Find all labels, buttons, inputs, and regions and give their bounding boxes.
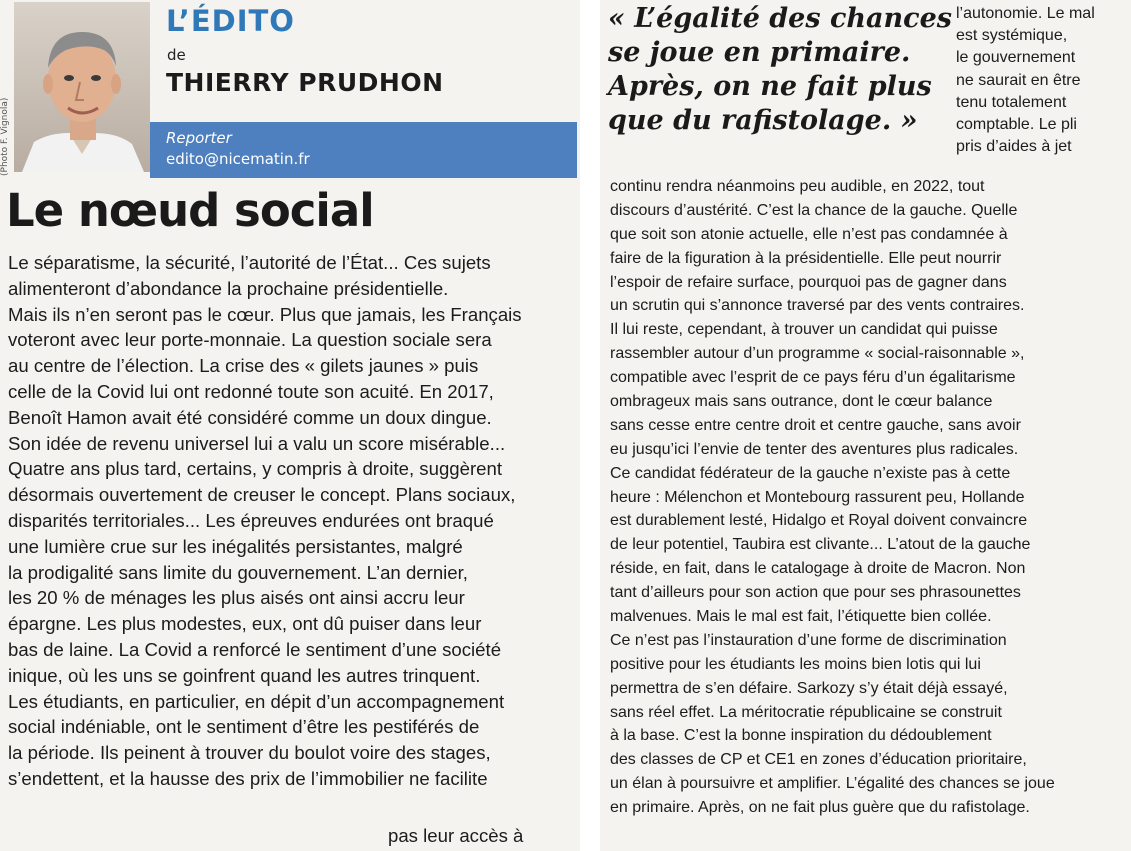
text-line: alimenteront d’abondance la prochaine présidentielle. <box>8 277 449 299</box>
text-line: bas de laine. La Covid a renforcé le sentiment d’une société <box>8 638 502 660</box>
text-line: Quatre ans plus tard, certains, y compris à droite, suggèrent <box>8 458 503 480</box>
author-portrait-image <box>14 2 150 172</box>
text-line: la période. Ils peinent à trouver du boulot voire des stages, <box>8 742 491 764</box>
text-line: disparités territoriales... Les épreuves endurées ont braqué <box>8 509 494 531</box>
left-body-text <box>8 250 578 792</box>
text-line: comptable. Le pli <box>956 115 1077 133</box>
text-line: Après, on ne fait plus <box>608 71 932 102</box>
right-body-text <box>610 175 1130 820</box>
photo-credit: (Photo F. Vignola) <box>0 97 10 176</box>
text-line: de leur potentiel, Taubira est clivante... L’atout de la gauche <box>610 536 1031 554</box>
text-line: en primaire. Après, on ne fait plus guère que du rafistolage. <box>610 799 1030 817</box>
right-column <box>600 0 1131 851</box>
text-line: une lumière crue sur les inégalités persistantes, malgré <box>8 535 463 557</box>
text-line: sans cesse entre centre droit et centre gauche, sans avoir <box>610 416 1021 434</box>
text-line: que du rafistolage. » <box>608 105 918 136</box>
column-gutter <box>580 0 600 851</box>
text-line: eu jusqu’ici l’envie de tenter des aventures plus radicales. <box>610 440 1019 458</box>
text-line: l’espoir de refaire surface, pourquoi pas de gagner dans <box>610 273 1007 291</box>
text-line: Son idée de revenu universel lui a valu un score misérable... <box>8 432 506 454</box>
author-name: THIERRY PRUDHON <box>166 68 444 97</box>
text-line: Ce candidat fédérateur de la gauche n’existe pas à cette <box>610 464 1011 482</box>
text-line: épargne. Les plus modestes, eux, ont dû puiser dans leur <box>8 613 482 635</box>
text-line: Il lui reste, cependant, à trouver un candidat qui puisse <box>610 321 998 339</box>
text-line: faire de la figuration à la présidentielle. Elle peut nourrir <box>610 249 1002 267</box>
text-line: « L’égalité des chances <box>608 3 952 34</box>
continuation-line: pas leur accès à <box>388 825 524 846</box>
text-line: positive pour les étudiants les moins bien lotis qui lui <box>610 655 981 673</box>
text-line: Les étudiants, en particulier, en dépit d’un accompagnement <box>8 690 505 712</box>
author-role: Reporter <box>166 129 232 147</box>
text-line: se joue en primaire. <box>608 37 911 68</box>
text-line: continu rendra néanmoins peu audible, en 2022, tout <box>610 178 985 195</box>
text-line: à la base. C’est la bonne inspiration du dédoublement <box>610 727 992 745</box>
text-line: ombrageux mais sans outrance, dont le cœur balance <box>610 393 993 411</box>
text-line: compatible avec l’esprit de ce pays féru d’un égalitarisme <box>610 369 1016 387</box>
text-line: Le séparatisme, la sécurité, l’autorité de l’État... Ces sujets <box>8 252 491 273</box>
text-line: réside, en fait, dans le catalogage à droite de Macron. Non <box>610 560 1026 578</box>
text-line: discours d’austérité. C’est la chance de la gauche. Quelle <box>610 201 1018 219</box>
text-line: inique, où les uns se goinfrent quand les autres trinquent. <box>8 664 481 686</box>
text-line: est durablement lesté, Hidalgo et Royal doivent convaincre <box>610 512 1028 530</box>
section-title: L’ÉDITO <box>166 4 295 38</box>
text-line: l’autonomie. Le mal <box>956 5 1095 22</box>
text-line: heure : Mélenchon et Montebourg rassurent peu, Hollande <box>610 488 1025 506</box>
text-line: celle de la Covid lui ont redonné toute son acuité. En 2017, <box>8 380 494 402</box>
text-line: la prodigalité sans limite du gouvernement. L’an dernier, <box>8 561 468 583</box>
text-line: un scrutin qui s’annonce traversé par des vents contraires. <box>610 297 1025 315</box>
text-line: Mais ils n’en seront pas le cœur. Plus que jamais, les Français <box>8 303 522 325</box>
text-line: des classes de CP et CE1 en zones d’éducation prioritaire, <box>610 751 1027 769</box>
text-line: rassembler autour d’un programme « social-raisonnable », <box>610 345 1025 363</box>
pull-quote <box>608 2 952 138</box>
text-line: tenu totalement <box>956 93 1067 111</box>
text-line: social indéniable, ont le sentiment d’être les pestiférés de <box>8 716 480 738</box>
text-line: ne saurait en être <box>956 71 1081 89</box>
text-line: tant d’ailleurs pour son action que pour ses phrasounettes <box>610 584 1021 602</box>
text-line: voteront avec leur porte-monnaie. La question sociale sera <box>8 329 492 351</box>
text-line: Ce n’est pas l’instauration d’une forme de discrimination <box>610 631 1007 649</box>
side-column-text <box>956 3 1131 158</box>
text-line: que soit son atonie actuelle, elle n’est pas condamnée à <box>610 225 1008 243</box>
text-line: malvenues. Mais le mal est fait, l’étiquette bien collée. <box>610 608 992 626</box>
author-email-link[interactable]: edito@nicematin.fr <box>166 150 310 168</box>
article-headline: Le nœud social <box>6 184 374 237</box>
text-line: désormais ouvertement de creuser le concept. Plans sociaux, <box>8 484 516 506</box>
text-line: permettra de s’en défaire. Sarkozy s’y était déjà essayé, <box>610 679 1008 697</box>
text-line: est systémique, <box>956 27 1068 45</box>
by-label: de <box>167 46 186 64</box>
text-line: les 20 % de ménages les plus aisés ont ainsi accru leur <box>8 587 465 609</box>
text-line: sans réel effet. La méritocratie républicaine se construit <box>610 703 1002 721</box>
text-line: un élan à poursuivre et amplifier. L’égalité des chances se joue <box>610 775 1055 793</box>
text-line: s’endettent, et la hausse des prix de l’immobilier ne facilite <box>8 767 488 789</box>
text-line: Benoît Hamon avait été considéré comme un doux dingue. <box>8 406 492 428</box>
author-photo <box>14 2 150 172</box>
text-line: pris d’aides à jet <box>956 138 1072 156</box>
text-line: au centre de l’élection. La crise des « gilets jaunes » puis <box>8 355 479 377</box>
text-line: le gouvernement <box>956 49 1076 67</box>
